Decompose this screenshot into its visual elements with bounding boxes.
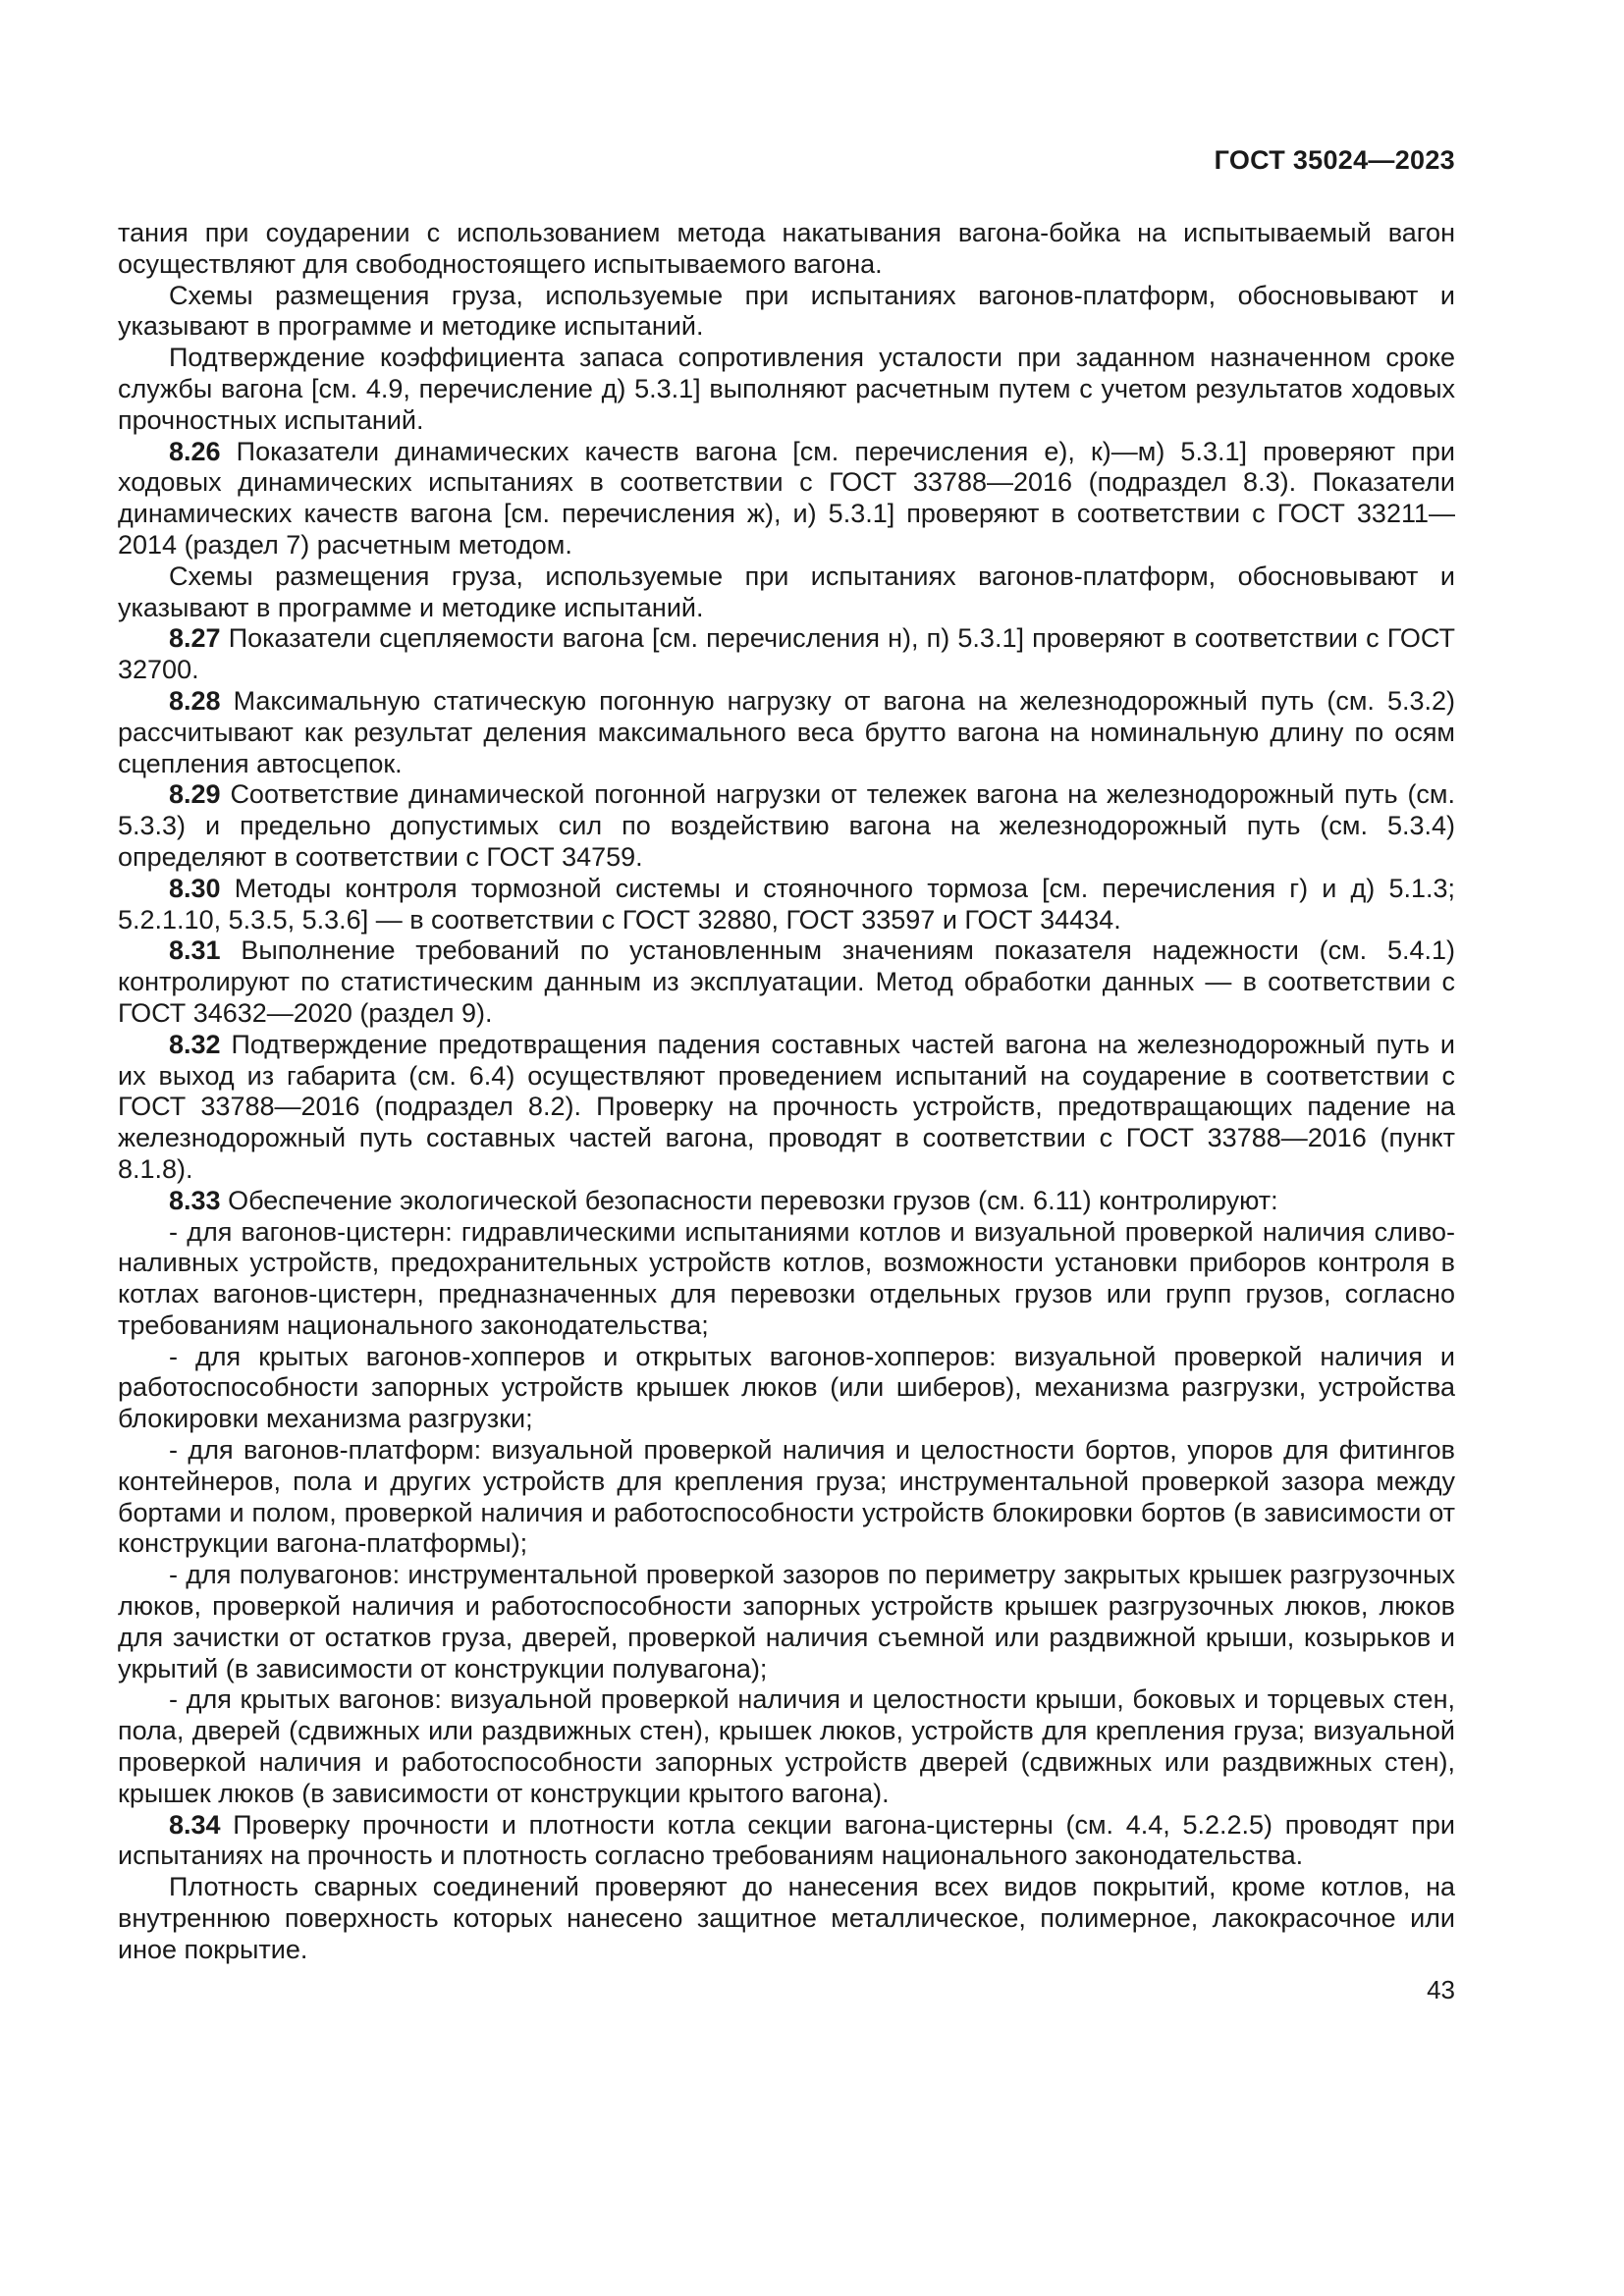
clause-number: 8.32	[169, 1029, 232, 1059]
paragraph-text: Схемы размещения груза, используемые при испытаниях вагонов-платформ, обосновывают и указывают в программе и методике испытаний.	[118, 561, 1455, 622]
page-number: 43	[1427, 1975, 1455, 2004]
list-item-dash	[118, 1217, 1455, 1342]
paragraph-text: Подтверждение предотвращения падения составных частей вагона на железнодорожный путь и их выход из габарита (см. 6.4) осуществляют проведением испытаний на соударение в соответствии с ГОСТ 33788—2016 (подраздел 8.2). Проверку на прочность устройств, предотвращающих падение на железнодорожный путь составных частей вагона, проводят в соответствии с ГОСТ 33788—2016 (пункт 8.1.8).	[118, 1029, 1455, 1184]
paragraph	[118, 935, 1455, 1029]
list-item-dash	[118, 1560, 1455, 1684]
paragraph-text: Методы контроля тормозной системы и стояночного тормоза [см. перечисления г) и д) 5.1.3; 5.2.1.10, 5.3.5, 5.3.6] — в соответствии с ГОСТ 32880, ГОСТ 33597 и ГОСТ 34434.	[118, 873, 1455, 934]
clause-number: 8.30	[169, 873, 235, 903]
paragraph	[118, 686, 1455, 779]
paragraph-text: Обеспечение экологической безопасности перевозки грузов (см. 6.11) контролируют:	[228, 1185, 1278, 1215]
paragraph-text: - для крытых вагонов: визуальной проверкой наличия и целостности крыши, боковых и торцевых стен, пола, дверей (сдвижных или раздвижных стен), крышек люков, устройств для крепления груза; визуальной проверкой наличия и работоспособности запорных устройств дверей (сдвижных или раздвижных стен), крышек люков (в зависимости от конструкции крытого вагона).	[118, 1684, 1455, 1808]
paragraph	[118, 1810, 1455, 1873]
paragraph-text: - для полувагонов: инструментальной проверкой зазоров по периметру закрытых крышек разгрузочных люков, проверкой наличия и работоспособности запорных устройств крышек разгрузочных люков, люков для зачистки от остатков груза, дверей, проверкой наличия съемной или раздвижной крыши, козырьков и укрытий (в зависимости от конструкции полувагона);	[118, 1560, 1455, 1683]
paragraph	[118, 561, 1455, 624]
paragraph	[118, 623, 1455, 686]
clause-number: 8.34	[169, 1809, 234, 1840]
paragraph	[118, 874, 1455, 936]
paragraph-text: Схемы размещения груза, используемые при испытаниях вагонов-платформ, обосновывают и указывают в программе и методике испытаний.	[118, 280, 1455, 342]
paragraph	[118, 1030, 1455, 1186]
clause-number: 8.28	[169, 685, 234, 716]
paragraph-text: Выполнение требований по установленным значениям показателя надежности (см. 5.4.1) контролируют по статистическим данным из эксплуатации. Метод обработки данных — в соответствии с ГОСТ 34632—2020 (раздел 9).	[118, 935, 1455, 1028]
list-item-dash	[118, 1342, 1455, 1435]
paragraph-text: - для крытых вагонов-хопперов и открытых вагонов-хопперов: визуальной проверкой наличия и работоспособности запорных устройств крышек люков (или шиберов), механизма разгрузки, устройства блокировки механизма разгрузки;	[118, 1341, 1455, 1434]
paragraph	[118, 343, 1455, 436]
clause-number: 8.31	[169, 935, 242, 966]
paragraph-text: тания при соударении с использованием метода накатывания вагона-бойка на испытываемый вагон осуществляют для свободностоящего испытываемого вагона.	[118, 218, 1455, 279]
list-item-dash	[118, 1684, 1455, 1809]
clause-number: 8.29	[169, 779, 231, 810]
list-item-dash	[118, 1435, 1455, 1560]
document-body	[118, 218, 1455, 1966]
paragraph	[118, 779, 1455, 873]
clause-number: 8.27	[169, 623, 229, 654]
paragraph-text: - для вагонов-цистерн: гидравлическими испытаниями котлов и визуальной проверкой наличия сливо-наливных устройств, предохранительных устройств котлов, возможности установки приборов контроля в котлах вагонов-цистерн, предназначенных для перевозки отдельных грузов или групп грузов, согласно требованиям национального законодательства;	[118, 1216, 1455, 1340]
paragraph-text: Показатели сцепляемости вагона [см. перечисления н), п) 5.3.1] проверяют в соответствии с ГОСТ 32700.	[118, 623, 1455, 685]
paragraph-text: Плотность сварных соединений проверяют до нанесения всех видов покрытий, кроме котлов, на внутреннюю поверхность которых нанесено защитное металлическое, полимерное, лакокрасочное или иное покрытие.	[118, 1872, 1455, 1964]
paragraph-text: Подтверждение коэффициента запаса сопротивления усталости при заданном назначенном сроке службы вагона [см. 4.9, перечисление д) 5.3.1] выполняют расчетным путем с учетом результатов ходовых прочностных испытаний.	[118, 343, 1455, 435]
paragraph-text: Показатели динамических качеств вагона [см. перечисления е), к)—м) 5.3.1] проверяют при ходовых динамических испытаниях в соответствии с ГОСТ 33788—2016 (подраздел 8.3). Показатели динамических качеств вагона [см. перечисления ж), и) 5.3.1] проверяют в соответствии с ГОСТ 33211—2014 (раздел 7) расчетным методом.	[118, 436, 1455, 560]
paragraph	[118, 437, 1455, 561]
paragraph	[118, 218, 1455, 281]
paragraph	[118, 1872, 1455, 1965]
page-header-standard-number: ГОСТ 35024—2023	[1214, 145, 1455, 175]
paragraph-text: Соответствие динамической погонной нагрузки от тележек вагона на железнодорожный путь (см. 5.3.3) и предельно допустимых сил по воздействию вагона на железнодорожный путь (см. 5.3.4) определяют в соответствии с ГОСТ 34759.	[118, 779, 1455, 872]
paragraph-text: Максимальную статическую погонную нагрузку от вагона на железнодорожный путь (см. 5.3.2) рассчитывают как результат деления максимального веса брутто вагона на номинальную длину по осям сцепления автосцепок.	[118, 685, 1455, 778]
clause-number: 8.33	[169, 1185, 229, 1215]
paragraph-text: - для вагонов-платформ: визуальной проверкой наличия и целостности бортов, упоров для фитингов контейнеров, пола и других устройств для крепления груза; инструментальной проверкой зазора между бортами и полом, проверкой наличия и работоспособности устройств блокировки бортов (в зависимости от конструкции вагона-платформы);	[118, 1435, 1455, 1559]
paragraph	[118, 281, 1455, 344]
paragraph	[118, 1186, 1455, 1217]
paragraph-text: Проверку прочности и плотности котла секции вагона-цистерны (см. 4.4, 5.2.2.5) проводят при испытаниях на прочность и плотность согласно требованиям национального законодательства.	[118, 1809, 1455, 1871]
clause-number: 8.26	[169, 436, 237, 466]
